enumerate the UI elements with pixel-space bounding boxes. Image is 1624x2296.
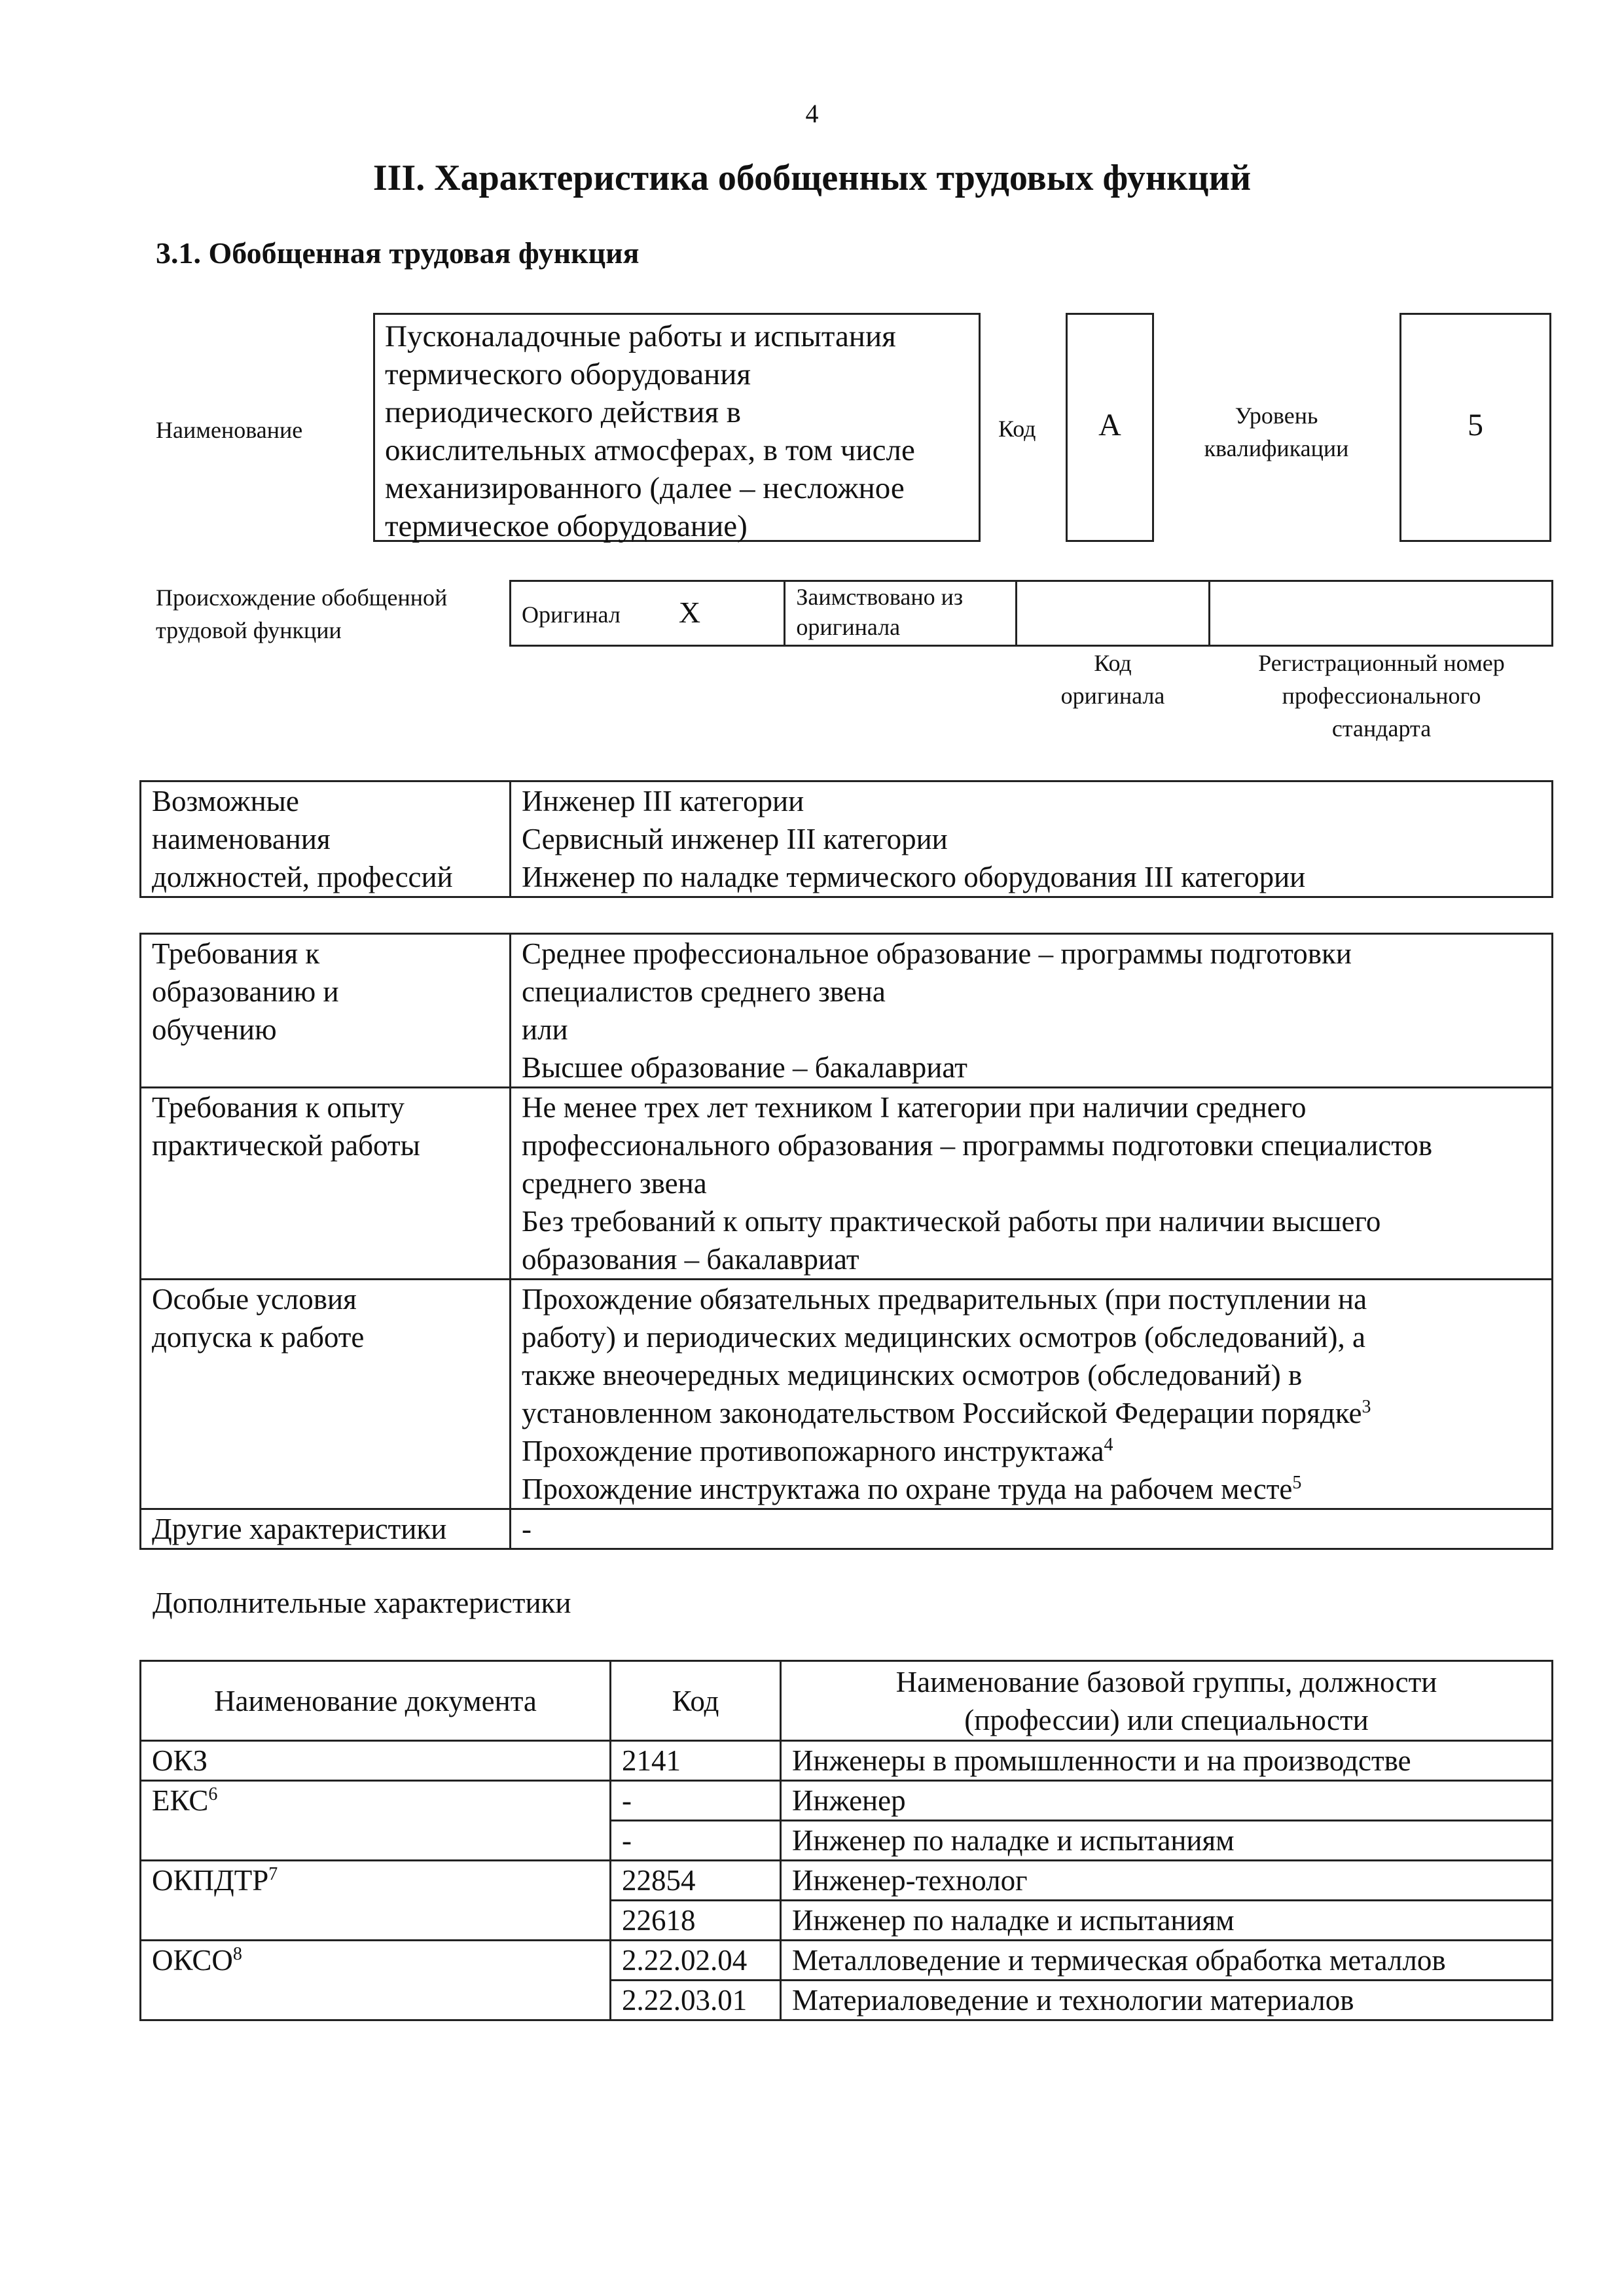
function-name-line: окислительных атмосферах, в том числе xyxy=(385,433,915,467)
origin-label-line: Происхождение обобщенной xyxy=(156,584,448,611)
table-row xyxy=(141,1901,1553,1941)
requirement-value-text: Прохождение инструктажа по охране труда на рабочем месте xyxy=(522,1473,1293,1505)
requirements-row-special-conditions xyxy=(141,1280,1553,1509)
reg-caption-line: профессионального xyxy=(1282,683,1481,709)
requirement-label-line: допуска к работе xyxy=(152,1321,365,1354)
table-row xyxy=(141,1781,1553,1821)
requirement-value-cell xyxy=(511,1280,1553,1509)
additional-table xyxy=(139,1660,1553,2021)
requirement-value-line: работу) и периодических медицинских осмотров (обследований), а xyxy=(522,1321,1365,1354)
requirement-value-line: специалистов среднего звена xyxy=(522,975,886,1008)
position-item: Сервисный инженер III категории xyxy=(522,823,948,855)
code-caption-line: оригинала xyxy=(1060,683,1165,709)
requirements-row-other xyxy=(141,1509,1553,1549)
requirement-label-line: Требования к xyxy=(152,937,320,970)
origin-reg-caption xyxy=(1210,647,1553,745)
level-label-line: квалификации xyxy=(1204,435,1349,461)
code-cell: 2141 xyxy=(611,1741,781,1781)
origin-code-caption xyxy=(1016,647,1210,712)
original-label: Оригинал xyxy=(522,601,621,628)
table-row xyxy=(141,1821,1553,1861)
footnote-mark: 3 xyxy=(1362,1397,1371,1417)
reg-caption-line: Регистрационный номер xyxy=(1258,650,1505,676)
level-label-line: Уровень xyxy=(1235,403,1318,429)
col-name-header xyxy=(781,1661,1553,1741)
code-cell: 22854 xyxy=(611,1861,781,1901)
requirement-value-line xyxy=(522,1394,1541,1432)
requirement-label-cell xyxy=(141,934,511,1088)
requirement-label-line: Требования к опыту xyxy=(152,1091,405,1124)
requirement-value-cell xyxy=(511,1509,1553,1549)
requirement-value-line: Прохождение обязательных предварительных (при поступлении на xyxy=(522,1283,1367,1316)
requirement-label-cell xyxy=(141,1509,511,1549)
positions-value-cell xyxy=(511,781,1553,897)
origin-reg-cell xyxy=(1210,581,1553,646)
function-name-line: термического оборудования xyxy=(385,357,751,391)
footnote-mark: 5 xyxy=(1292,1473,1302,1493)
requirement-value-line: или xyxy=(522,1013,568,1046)
requirement-label-line: обучению xyxy=(152,1013,277,1046)
function-name xyxy=(385,317,974,545)
requirement-label-line: Другие характеристики xyxy=(152,1513,447,1545)
code-value: А xyxy=(1098,408,1121,442)
function-name-line: Пусконаладочные работы и испытания xyxy=(385,319,896,353)
requirement-value-line: Среднее профессиональное образование – программы подготовки xyxy=(522,937,1352,970)
name-cell: Инженер-технолог xyxy=(781,1861,1553,1901)
level-value: 5 xyxy=(1468,408,1483,442)
doc-name: ЕКС xyxy=(152,1784,209,1817)
borrowed-label-line: оригинала xyxy=(796,614,901,640)
table-row xyxy=(141,1941,1553,1981)
col-doc-header: Наименование документа xyxy=(141,1661,611,1741)
level-label xyxy=(1178,399,1375,465)
requirement-value-text: установленном законодательством Российской Федерации порядке xyxy=(522,1397,1362,1429)
footnote-mark: 6 xyxy=(208,1784,218,1804)
col-name-header-line: (профессии) или специальности xyxy=(964,1703,1369,1736)
doc-cell xyxy=(141,1741,611,1781)
name-cell: Инженеры в промышленности и на производстве xyxy=(781,1741,1553,1781)
original-mark: X xyxy=(678,595,701,629)
requirement-value-line: среднего звена xyxy=(522,1167,707,1200)
code-cell: - xyxy=(611,1821,781,1861)
requirement-value-line: также внеочередных медицинских осмотров (обследований) в xyxy=(522,1359,1303,1391)
requirement-label-cell xyxy=(141,1280,511,1509)
page-number: 4 xyxy=(805,99,819,128)
borrowed-label-line: Заимствовано из xyxy=(796,584,964,610)
requirement-value-line: Без требований к опыту практической работы при наличии высшего xyxy=(522,1205,1381,1238)
requirement-value-line: профессионального образования – программы подготовки специалистов xyxy=(522,1129,1433,1162)
positions-table xyxy=(139,780,1553,898)
code-caption-line: Код xyxy=(1094,650,1132,676)
table-row xyxy=(141,1741,1553,1781)
requirement-value-line: Высшее образование – бакалавриат xyxy=(522,1051,967,1084)
doc-name: ОКЗ xyxy=(152,1744,208,1777)
requirement-value-line: Не менее трех лет техником I категории при наличии среднего xyxy=(522,1091,1307,1124)
requirements-table xyxy=(139,933,1553,1550)
footnote-mark: 8 xyxy=(232,1944,242,1964)
doc-cell xyxy=(141,1861,611,1901)
position-item: Инженер III категории xyxy=(522,785,804,817)
footnote-mark: 4 xyxy=(1104,1435,1113,1455)
col-code-header: Код xyxy=(611,1661,781,1741)
requirement-label-line: Особые условия xyxy=(152,1283,357,1316)
origin-label-line: трудовой функции xyxy=(156,617,342,643)
section-title: III. Характеристика обобщенных трудовых функций xyxy=(372,158,1252,198)
additional-header-row xyxy=(141,1661,1553,1741)
code-cell: - xyxy=(611,1781,781,1821)
name-cell: Инженер xyxy=(781,1781,1553,1821)
function-name-line: механизированного (далее – несложное xyxy=(385,471,905,505)
name-cell: Инженер по наладке и испытаниям xyxy=(781,1901,1553,1941)
positions-label-line: должностей, профессий xyxy=(152,861,453,893)
requirement-value-line: - xyxy=(522,1513,532,1545)
requirement-value-cell xyxy=(511,1088,1553,1280)
origin-table xyxy=(509,580,1553,647)
doc-name: ОКСО xyxy=(152,1944,233,1977)
requirement-label-line: практической работы xyxy=(152,1129,420,1162)
code-cell: 2.22.02.04 xyxy=(611,1941,781,1981)
origin-original-cell xyxy=(511,581,785,646)
requirements-row-education xyxy=(141,934,1553,1088)
doc-cell xyxy=(141,1941,611,1981)
code-cell: 22618 xyxy=(611,1901,781,1941)
doc-cell xyxy=(141,1981,611,2020)
table-row xyxy=(141,1981,1553,2020)
function-name-line: термическое оборудование) xyxy=(385,509,748,543)
additional-title: Дополнительные характеристики xyxy=(153,1587,571,1619)
requirement-value-line xyxy=(522,1470,1541,1508)
code-cell: 2.22.03.01 xyxy=(611,1981,781,2020)
function-name-line: периодического действия в xyxy=(385,395,741,429)
requirement-value-text: Прохождение противопожарного инструктажа xyxy=(522,1435,1104,1467)
requirement-value-line: образования – бакалавриат xyxy=(522,1243,859,1276)
doc-cell xyxy=(141,1901,611,1941)
col-name-header-line: Наименование базовой группы, должности xyxy=(895,1665,1437,1698)
origin-code-cell xyxy=(1017,581,1210,646)
name-cell: Инженер по наладке и испытаниям xyxy=(781,1821,1553,1861)
origin-label xyxy=(156,581,447,647)
name-cell: Металловедение и термическая обработка металлов xyxy=(781,1941,1553,1981)
footnote-mark: 7 xyxy=(268,1864,278,1884)
subsection-title: 3.1. Обобщенная трудовая функция xyxy=(156,236,640,270)
doc-name: ОКПДТР xyxy=(152,1864,269,1897)
positions-label-line: Возможные xyxy=(152,785,299,817)
requirement-label-line: образованию и xyxy=(152,975,339,1008)
code-label: Код xyxy=(998,416,1036,442)
requirement-value-line xyxy=(522,1432,1541,1470)
table-row xyxy=(141,1861,1553,1901)
name-label: Наименование xyxy=(156,417,303,443)
requirement-value-cell xyxy=(511,934,1553,1088)
name-cell: Материаловедение и технологии материалов xyxy=(781,1981,1553,2020)
requirements-row-experience xyxy=(141,1088,1553,1280)
positions-label-cell xyxy=(141,781,511,897)
requirement-label-cell xyxy=(141,1088,511,1280)
position-item: Инженер по наладке термического оборудования III категории xyxy=(522,861,1306,893)
positions-label-line: наименования xyxy=(152,823,331,855)
doc-cell xyxy=(141,1821,611,1861)
origin-borrowed-cell xyxy=(785,581,1017,646)
reg-caption-line: стандарта xyxy=(1331,715,1432,742)
doc-cell xyxy=(141,1781,611,1821)
